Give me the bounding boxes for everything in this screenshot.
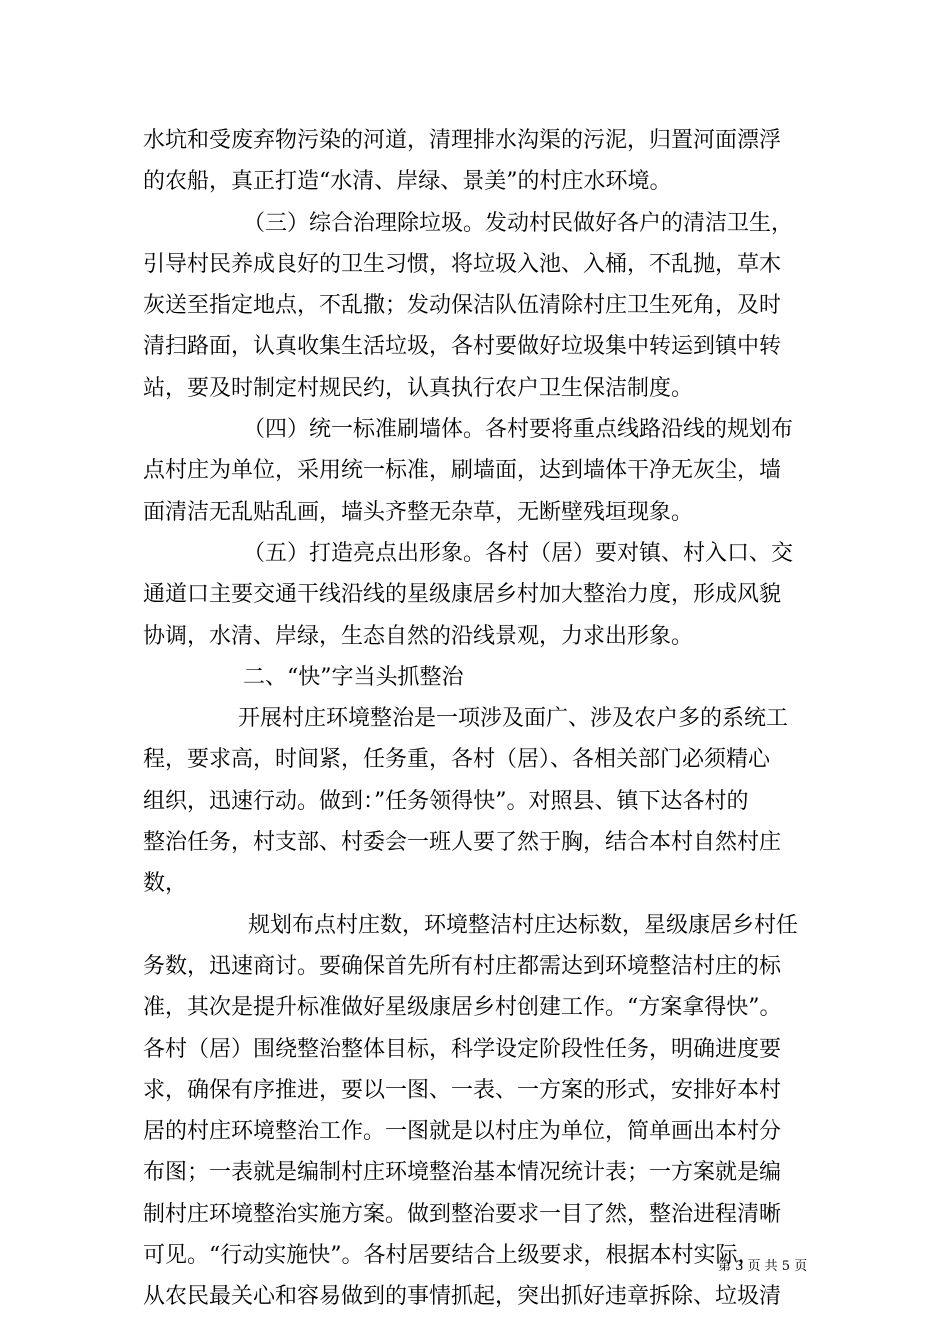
text-line: 制村庄环境整治实施方案。做到整治要求一目了然，整治进程清晰 <box>143 1201 782 1227</box>
text-line: 求，确保有序推进，要以一图、一表、一方案的形式，安排好本村 <box>143 1077 782 1103</box>
text-line: 务数，迅速商讨。要确保首先所有村庄都需达到环境整洁村庄的标 <box>143 953 782 979</box>
text-line: 数， <box>143 871 188 897</box>
text-line: 组织，迅速行动。做到：”任务领得快”。对照县、镇下达各村的 <box>143 788 749 814</box>
text-line: 程，要求高，时间紧，任务重，各村（居）、各相关部门必须精心 <box>143 747 771 773</box>
text-line: 各村（居）围绕整治整体目标，科学设定阶段性任务，明确进度要 <box>143 1036 782 1062</box>
text-line: 通道口主要交通干线沿线的星级康居乡村加大整治力度，形成风貌 <box>143 582 782 608</box>
text-line: 开展村庄环境整治是一项涉及面广、涉及农户多的系统工 <box>238 706 789 732</box>
text-line: 点村庄为单位，采用统一标准，刷墙面，达到墙体干净无灰尘，墙 <box>143 458 782 484</box>
text-line: 的农船，真正打造“水清、岸绿、景美”的村庄水环境。 <box>143 169 672 195</box>
text-line: 规划布点村庄数，环境整洁村庄达标数，星级康居乡村任 <box>248 912 799 938</box>
text-line: 灰送至指定地点，不乱撒；发动保洁队伍清除村庄卫生死角，及时 <box>143 293 782 319</box>
text-line: 水坑和受废弃物污染的河道，清理排水沟渠的污泥，归置河面漂浮 <box>143 128 782 153</box>
paragraph-heading-3: （三）综合治理除垃圾。发动村民做好各户的清洁卫生， <box>243 210 794 236</box>
section-heading: 二、“快”字当头抓整治 <box>243 664 464 690</box>
text-line: 可见。“行动实施快”。各村居要结合上级要求，根据本村实际， <box>143 1243 760 1269</box>
text-line: 面清洁无乱贴乱画，墙头齐整无杂草，无断壁残垣现象。 <box>143 499 694 525</box>
text-line: 站，要及时制定村规民约，认真执行农户卫生保洁制度。 <box>143 375 694 401</box>
text-line: 准，其次是提升标准做好星级康居乡村创建工作。“方案拿得快”。 <box>143 995 782 1021</box>
text-line: 清扫路面，认真收集生活垃圾，各村要做好垃圾集中转运到镇中转 <box>143 334 782 360</box>
text-line: 从农民最关心和容易做到的事情抓起，突出抓好违章拆除、垃圾清 <box>143 1284 782 1310</box>
paragraph-heading-5: （五）打造亮点出形象。各村（居）要对镇、村入口、交 <box>243 540 794 566</box>
text-line: 整治任务，村支部、村委会一班人要了然于胸，结合本村自然村庄 <box>143 830 782 856</box>
text-line: 引导村民养成良好的卫生习惯，将垃圾入池、入桶，不乱抛，草木 <box>143 251 782 277</box>
body-text <box>143 120 823 1318</box>
text-line: 居的村庄环境整治工作。一图就是以村庄为单位，简单画出本村分 <box>143 1119 782 1145</box>
text-line: 布图；一表就是编制村庄环境整治基本情况统计表；一方案就是编 <box>143 1160 782 1186</box>
paragraph-heading-4: （四）统一标准刷墙体。各村要将重点线路沿线的规划布 <box>243 417 794 443</box>
page-number: 第 3 页 共 5 页 <box>718 1259 808 1274</box>
text-line: 协调，水清、岸绿，生态自然的沿线景观，力求出形象。 <box>143 623 694 649</box>
